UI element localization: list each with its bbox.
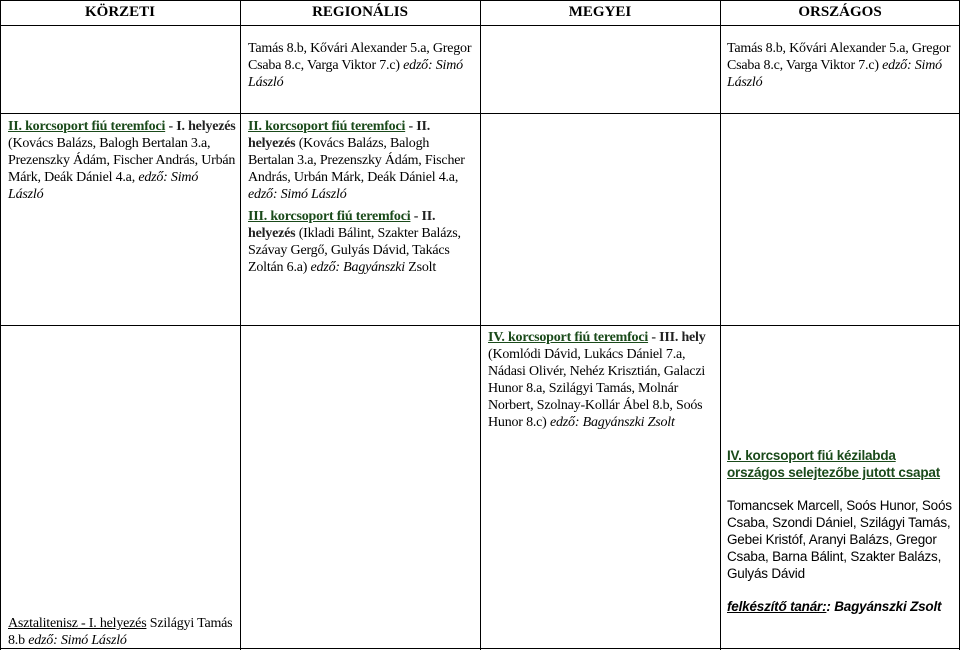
header-megyei: MEGYEI [568, 4, 632, 20]
row3-district-place: - I. helyezés [77, 616, 147, 631]
row2-district-names: (Kovács Balázs, Balogh Bertalan 3.a, Prezenszky Ádám, Fischer András, Urbán Márk, Deák Dániel 4.a, [8, 136, 236, 185]
col-divider-0 [0, 0, 1, 650]
row2-regional-coach2: edző: Bagyánszki [310, 260, 405, 275]
row3-national-names: Tomancsek Marcell, Soós Hunor, Soós Csaba, Szondi Dániel, Szilágyi Tamás, Gebei Kristóf, Aranyi Balázs, Gregor Csaba, Barna Bálint, Szakter Balázs, Gulyás Dávid [727, 498, 952, 581]
row3-district-category: Asztalitenisz [8, 616, 78, 631]
row1-national-coach: edző: Simó László [727, 58, 942, 90]
row3-county-coach: edző: Bagyánszki Zsolt [549, 415, 675, 430]
row1-regional-cell [248, 40, 478, 91]
row2-regional-category: II. korcsoport fiú teremfoci [248, 119, 406, 134]
header-orszagos: ORSZÁGOS [798, 4, 882, 20]
row2-regional-cell [248, 118, 476, 276]
row3-county-cell [488, 329, 718, 431]
row1-regional-coach: edző: Simó László [248, 58, 463, 90]
header-korzeti: KÖRZETI [84, 4, 156, 20]
row2-regional-names: (Kovács Balázs, Balogh Bertalan 3.a, Prezenszky Ádám, Fischer András, Urbán Márk, Deák Dániel 4.a, [248, 136, 465, 185]
row3-national-cell [727, 447, 955, 615]
col-divider-3 [720, 0, 721, 650]
col-divider-2 [480, 0, 481, 650]
row2-district-cell [8, 118, 236, 203]
col-divider-1 [240, 0, 241, 650]
row2-regional-category2: III. korcsoport fiú teremfoci [248, 209, 411, 224]
row3-national-teacher-label: felkészítő tanár: [727, 599, 827, 614]
row3-national-subtitle: országos selejtezőbe jutott csapat [727, 465, 941, 480]
row3-county-place: - III. hely [648, 330, 706, 345]
row2-regional-coach2-surname: Zsolt [404, 260, 437, 275]
row3-district-names: Szilágyi Tamás 8.b [8, 616, 233, 648]
row2-regional-coach: edző: Simó László [248, 187, 347, 202]
row2-district-category: II. korcsoport fiú teremfoci [8, 119, 166, 134]
row3-national-category: IV. korcsoport fiú kézilabda [727, 448, 896, 463]
row3-national-teacher: : Bagyánszki Zsolt [826, 599, 942, 614]
row3-county-names: (Komlódi Dávid, Lukács Dániel 7.a, Nádasi Olivér, Nehéz Krisztián, Galaczi Hunor 8.a, Szilágyi Tamás, Molnár Norbert, Szolnay-Kollár Ábel 8.b, Soós Hunor 8.c) [488, 347, 706, 430]
row3-county-category: IV. korcsoport fiú teremfoci [488, 330, 649, 345]
row3-district-coach: edző: Simó László [24, 633, 127, 648]
row2-regional-place2: - II. helyezés [248, 209, 436, 241]
header-regionalis: REGIONÁLIS [312, 4, 408, 20]
row1-national-text: Tamás 8.b, Kővári Alexander 5.a, Gregor Csaba 8.c, Varga Viktor 7.c) [727, 41, 951, 73]
row2-district-coach: edző: Simó László [8, 170, 199, 202]
row2-regional-names2: (Ikladi Bálint, Szakter Balázs, Szávay Gergő, Gulyás Dávid, Takács Zoltán 6.a) [248, 226, 461, 275]
row2-district-place: - I. helyezés [165, 119, 236, 134]
row1-national-cell [727, 40, 957, 91]
row2-regional-place: - II. helyezés [248, 119, 431, 151]
row1-regional-text: Tamás 8.b, Kővári Alexander 5.a, Gregor Csaba 8.c, Varga Viktor 7.c) [248, 41, 472, 73]
row3-district-cell [8, 615, 236, 649]
